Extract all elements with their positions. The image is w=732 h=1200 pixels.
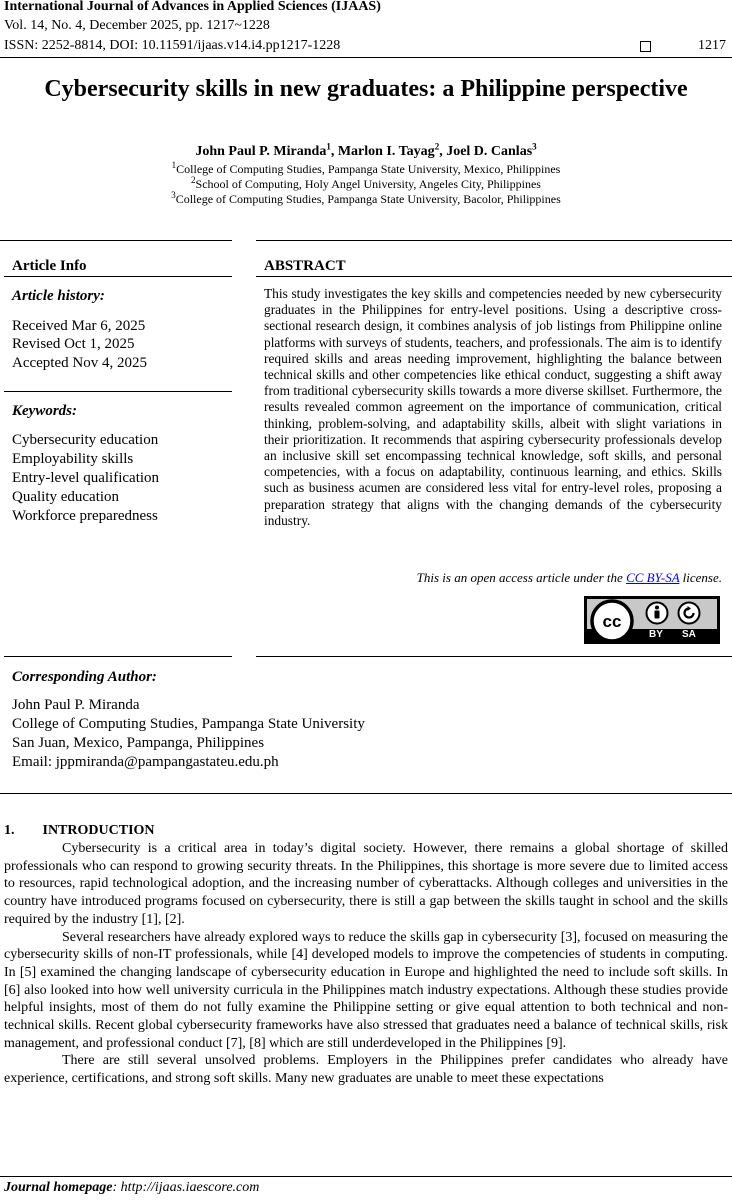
homepage-url[interactable]: : http://ijaas.iaescore.com bbox=[112, 1180, 260, 1195]
cc-icon bbox=[589, 598, 635, 644]
received-date: Received Mar 6, 2025 bbox=[12, 318, 146, 334]
intro-paragraph: Cybersecurity is a critical area in today’s digital society. However, there remains a global shortage of skilled professionals who can respond to growing security threats. In the Philippines, this shortage is more severe due to limited access to resources, rapid technological adoption, and the increasing number of cyberattacks. Although colleges and universities in the country have introduced programs focused on cybersecurity, there is still a gap between the skills taught in school and the skills required by the industry [1], [2]. bbox=[4, 841, 728, 927]
keyword-item: Cybersecurity education bbox=[12, 432, 159, 448]
history-rule bbox=[4, 391, 232, 392]
page-number bbox=[698, 38, 726, 54]
intro-paragraph: There are still several unsolved problems. Employers in the Philippines prefer candidates who already have experience, certifications, and strong soft skills. Many new graduates are unable to meet these expectations bbox=[4, 1053, 728, 1087]
page-number-text: 1217 bbox=[698, 38, 726, 53]
abstract-heading: ABSTRACT bbox=[264, 258, 346, 274]
history-heading: Article history: bbox=[12, 288, 105, 304]
author-1: John Paul P. Miranda$^1$, bbox=[195, 141, 338, 159]
corresponding-email: Email: jppmiranda@pampangastateu.edu.ph bbox=[12, 754, 279, 770]
svg-text:cc: cc bbox=[602, 612, 622, 631]
corresponding-heading: Corresponding Author: bbox=[12, 669, 157, 685]
volume-info: Vol. 14, No. 4, December 2025, pp. 1217~1228 bbox=[4, 18, 270, 33]
info-bottom-rule bbox=[4, 656, 232, 657]
keyword-item: Quality education bbox=[12, 489, 120, 505]
accepted-date: Accepted Nov 4, 2025 bbox=[12, 355, 147, 371]
affiliation-3: $^3$College of Computing Studies, Pampanga State University, Bacolor, Philippines bbox=[171, 190, 561, 206]
abstract-text: This study investigates the key skills and competencies needed by new cybersecurity graduates in the Philippines for entry-level positions. Using a descriptive cross-sectional research design, it combines analysis of job listings from Philippine online platforms with surveys of students, teachers, and professionals. The aim is to identify required skills and areas needing improvement, highlighting the balance between technical skills and other competencies like ethical conduct, suggesting a shift away from traditional cybersecurity skills towards a more diverse skillset. Furthermore, the results revealed common agreement on the importance of communication, critical thinking, problem-solving, and adaptability skills, albeit with slight variations in their prioritization. It recommends that aspiring cybersecurity professionals develop an inclusive skill set encompassing technical knowledge, soft skills, and personal competencies, with a focus on adaptability, continuous learning, and ethics. Skills such as business acumen are considered less vital for entry-level roles, proposing a preparation strategy that aligns with the changing demands of the cybersecurity industry. bbox=[264, 286, 722, 528]
cc-by-sa-badge[interactable] bbox=[584, 596, 720, 644]
keyword-item: Entry-level qualification bbox=[12, 470, 160, 486]
abstract-bottom-rule bbox=[256, 656, 732, 657]
keywords-heading: Keywords: bbox=[12, 403, 77, 419]
affiliation-2: $^2$School of Computing, Holy Angel University, Angeles City, Philippines bbox=[191, 175, 541, 191]
introduction-body bbox=[4, 840, 728, 1088]
revised-date: Revised Oct 1, 2025 bbox=[12, 336, 135, 352]
header-rule bbox=[0, 57, 732, 58]
article-info-heading: Article Info bbox=[12, 258, 87, 274]
corresponding-name: John Paul P. Miranda bbox=[12, 697, 140, 713]
share-alike-icon bbox=[677, 601, 701, 625]
sa-label: SA bbox=[682, 629, 696, 640]
section-divider bbox=[0, 793, 732, 794]
keyword-item: Employability skills bbox=[12, 451, 134, 467]
intro-paragraph: Several researchers have already explored ways to reduce the skills gap in cybersecurity [3], focused on measuring the cybersecurity skills of non-IT professionals, while [4] developed models to improve the competencies of students in computing. In [5] examined the changing landscape of cybersecurity education in Europe and highlighted the need to include soft skills. In [6] also looked into how well university curricula in the Philippines match industry expectations. Although these studies provide helpful insights, most of them do not fully examine the Philippine setting or give equal attention to both technical and non-technical skills. Recent global cybersecurity frameworks have also stressed that graduates need a balance of technical skills, risk management, and professional conduct [7], [8] which are still underdeveloped in the Philippines [9]. bbox=[4, 929, 728, 1051]
introduction-heading: 1. INTRODUCTION bbox=[4, 823, 155, 838]
issn-doi: ISSN: 2252-8814, DOI: 10.11591/ijaas.v14.i4.pp1217-1228 bbox=[4, 38, 341, 53]
author-list bbox=[0, 143, 732, 161]
author-3: Joel D. Canlas$^3$ bbox=[446, 141, 537, 159]
by-label: BY bbox=[649, 629, 663, 640]
corresponding-address: San Juan, Mexico, Pampanga, Philippines bbox=[12, 735, 265, 751]
author-2: Marlon I. Tayag$^2$, bbox=[337, 141, 447, 159]
attribution-icon bbox=[645, 601, 669, 625]
corresponding-affiliation: College of Computing Studies, Pampanga State University bbox=[12, 716, 365, 732]
cc-by-sa-link[interactable]: CC BY-SA bbox=[626, 570, 680, 585]
abstract-top-rule bbox=[256, 240, 732, 241]
footer-rule bbox=[0, 1176, 732, 1177]
license-statement: This is an open access article under the CC BY-SA license. bbox=[416, 570, 722, 585]
paper-title: Cybersecurity skills in new graduates: a Philippine perspective bbox=[44, 76, 688, 102]
square-icon bbox=[640, 41, 651, 52]
abstract-heading-rule bbox=[256, 276, 732, 277]
article-info-rule bbox=[4, 276, 232, 277]
keyword-item: Workforce preparedness bbox=[12, 508, 158, 524]
journal-name: International Journal of Advances in Applied Sciences (IJAAS) bbox=[4, 0, 381, 14]
journal-homepage: Journal homepage: http://ijaas.iaescore.com bbox=[4, 1180, 260, 1195]
info-top-rule bbox=[0, 240, 232, 241]
affiliation-1: $^1$College of Computing Studies, Pampanga State University, Mexico, Philippines bbox=[171, 160, 561, 176]
